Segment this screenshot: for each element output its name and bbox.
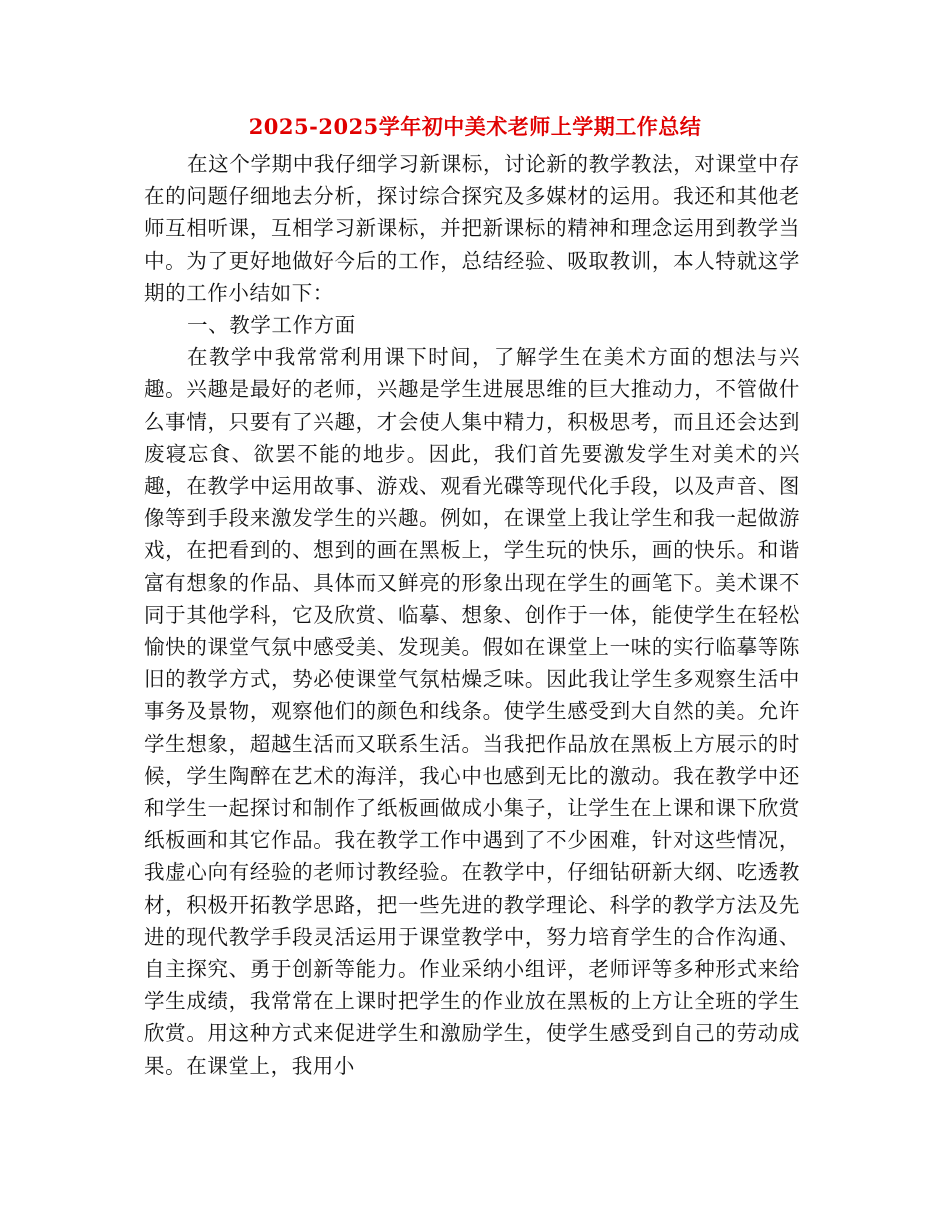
intro-paragraph: 在这个学期中我仔细学习新课标，讨论新的教学教法，对课堂中存在的问题仔细地去分析，探讨综合探究及多媒材的运用。我还和其他老师互相听课，互相学习新课标，并把新课标的精神和理念运用到教学当中。为了更好地做好今后的工作，总结经验、吸取教训，本人特就这学期的工作小结如下： xyxy=(144,152,800,305)
document-body xyxy=(144,148,800,1082)
teaching-paragraph: 在教学中我常常利用课下时间，了解学生在美术方面的想法与兴趣。兴趣是最好的老师，兴趣是学生进展思维的巨大推动力，不管做什么事情，只要有了兴趣，才会使人集中精力，积极思考，而且还会达到废寝忘食、欲罢不能的地步。因此，我们首先要激发学生对美术的兴趣，在教学中运用故事、游戏、观看光碟等现代化手段，以及声音、图像等到手段来激发学生的兴趣。例如，在课堂上我让学生和我一起做游戏，在把看到的、想到的画在黑板上，学生玩的快乐，画的快乐。和谐富有想象的作品、具体而又鲜亮的形象出现在学生的画笔下。美术课不同于其他学科，它及欣赏、临摹、想象、创作于一体，能使学生在轻松愉快的课堂气氛中感受美、发现美。假如在课堂上一味的实行临摹等陈旧的教学方式，势必使课堂气氛枯燥乏味。因此我让学生多观察生活中事务及景物，观察他们的颜色和线条。使学生感受到大自然的美。允许学生想象，超越生活而又联系生活。当我把作品放在黑板上方展示的时候，学生陶醉在艺术的海洋，我心中也感到无比的激动。我在教学中还和学生一起探讨和制作了纸板画做成小集子，让学生在上课和课下欣赏纸板画和其它作品。我在教学工作中遇到了不少困难，针对这些情况，我虚心向有经验的老师讨教经验。在教学中，仔细钻研新大纲、吃透教材，积极开拓教学思路，把一些先进的教学理论、科学的教学方法及先进的现代教学手段灵活运用于课堂教学中，努力培育学生的合作沟通、自主探究、勇于创新等能力。作业采纳小组评，老师评等多种形式来给学生成绩，我常常在上课时把学生的作业放在黑板的上方让全班的学生欣赏。用这种方式来促进学生和激励学生，使学生感受到自己的劳动成果。在课堂上，我用小 xyxy=(144,345,800,1078)
document-title: 2025-2025学年初中美术老师上学期工作总结 xyxy=(248,114,702,139)
section-heading-teaching: 一、教学工作方面 xyxy=(187,313,356,338)
